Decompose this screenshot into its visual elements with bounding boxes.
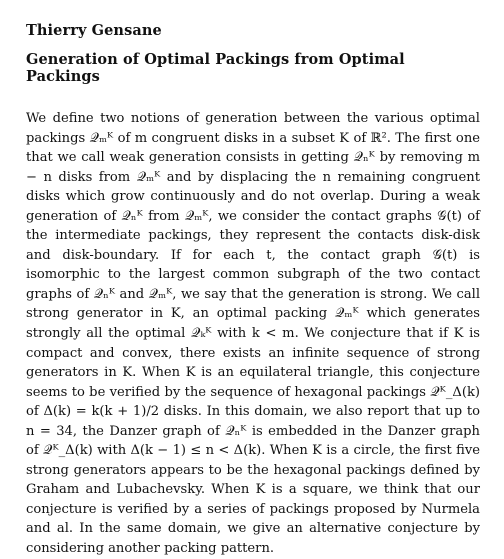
paper-title: Generation of Optimal Packings from Optimal Packings <box>26 51 405 85</box>
abstract-text: from <box>142 208 185 224</box>
math-packing: 𝒬ₙᴷ <box>93 286 115 302</box>
math-packing: 𝒬ₙᴷ <box>353 150 375 166</box>
abstract-text: with Δ(k − 1) ≤ n < Δ(k). When K is a circle, the first five strong generators appears to be the hexagonal packings defined by Graham and Lubachevsky. When K is a square, we think that our conjecture is verified by a series of packings proposed by Nurmela and al. In the same domain, we give an alternative conjecture by considering another packing pattern. <box>26 443 480 557</box>
abstract-text: of Δ(k) = k(k + 1)/2 disks. In this domain, we also report that up to n = 34, the Danzer graph of <box>26 404 480 439</box>
math-packing: 𝒬ₘᴷ <box>148 286 173 302</box>
abstract-body <box>26 109 480 559</box>
math-packing: 𝒬ᴷ_Δ(k) <box>430 384 480 400</box>
abstract-text: is embedded in the Danzer graph of <box>26 423 480 459</box>
math-packing: 𝒬ₙᴷ <box>121 208 143 224</box>
abstract-text: which generates strongly all the optimal <box>26 306 480 342</box>
abstract-text: and <box>115 286 149 302</box>
abstract-text: , we consider the contact graphs 𝒢(t) of the intermediate packings, they represent the contacts disk-disk and disk-boundary. If for each t, the contact graph 𝒢(t) is isomorphic to the largest common subgraph of the two contact graphs of <box>26 208 481 302</box>
author-name: Thierry Gensane <box>26 22 162 39</box>
abstract-text: We define two notions of generation between the various optimal packings <box>26 111 480 146</box>
math-packing: 𝒬ₘᴷ <box>89 130 114 146</box>
math-packing: 𝒬ₙᴷ <box>225 423 247 439</box>
abstract-text: by removing m − n disks from <box>26 150 480 185</box>
abstract-text: with k < m. We conjecture that if K is compact and convex, there exists an infinite sequence of strong generators in K. When K is an equilateral triangle, this conjecture seems to be verified by the sequence of hexagonal packings <box>26 326 480 400</box>
math-packing: 𝒬ₘᴷ <box>184 208 209 224</box>
math-packing: 𝒬ₘᴷ <box>136 169 161 185</box>
math-packing: 𝒬ₖᴷ <box>191 326 212 342</box>
abstract-text: of m congruent disks in a subset K of ℝ². The first one that we call weak generation consists in getting <box>26 130 481 166</box>
abstract-text: and by displacing the n remaining congruent disks which grow continuously and do not overlap. During a weak generation of <box>26 169 480 224</box>
math-packing: 𝒬ₘᴷ <box>335 306 359 322</box>
abstract-text: , we say that the generation is strong. We call strong generator in K, an optimal packing <box>26 286 481 322</box>
math-packing: 𝒬ᴷ_Δ(k) <box>43 443 93 459</box>
